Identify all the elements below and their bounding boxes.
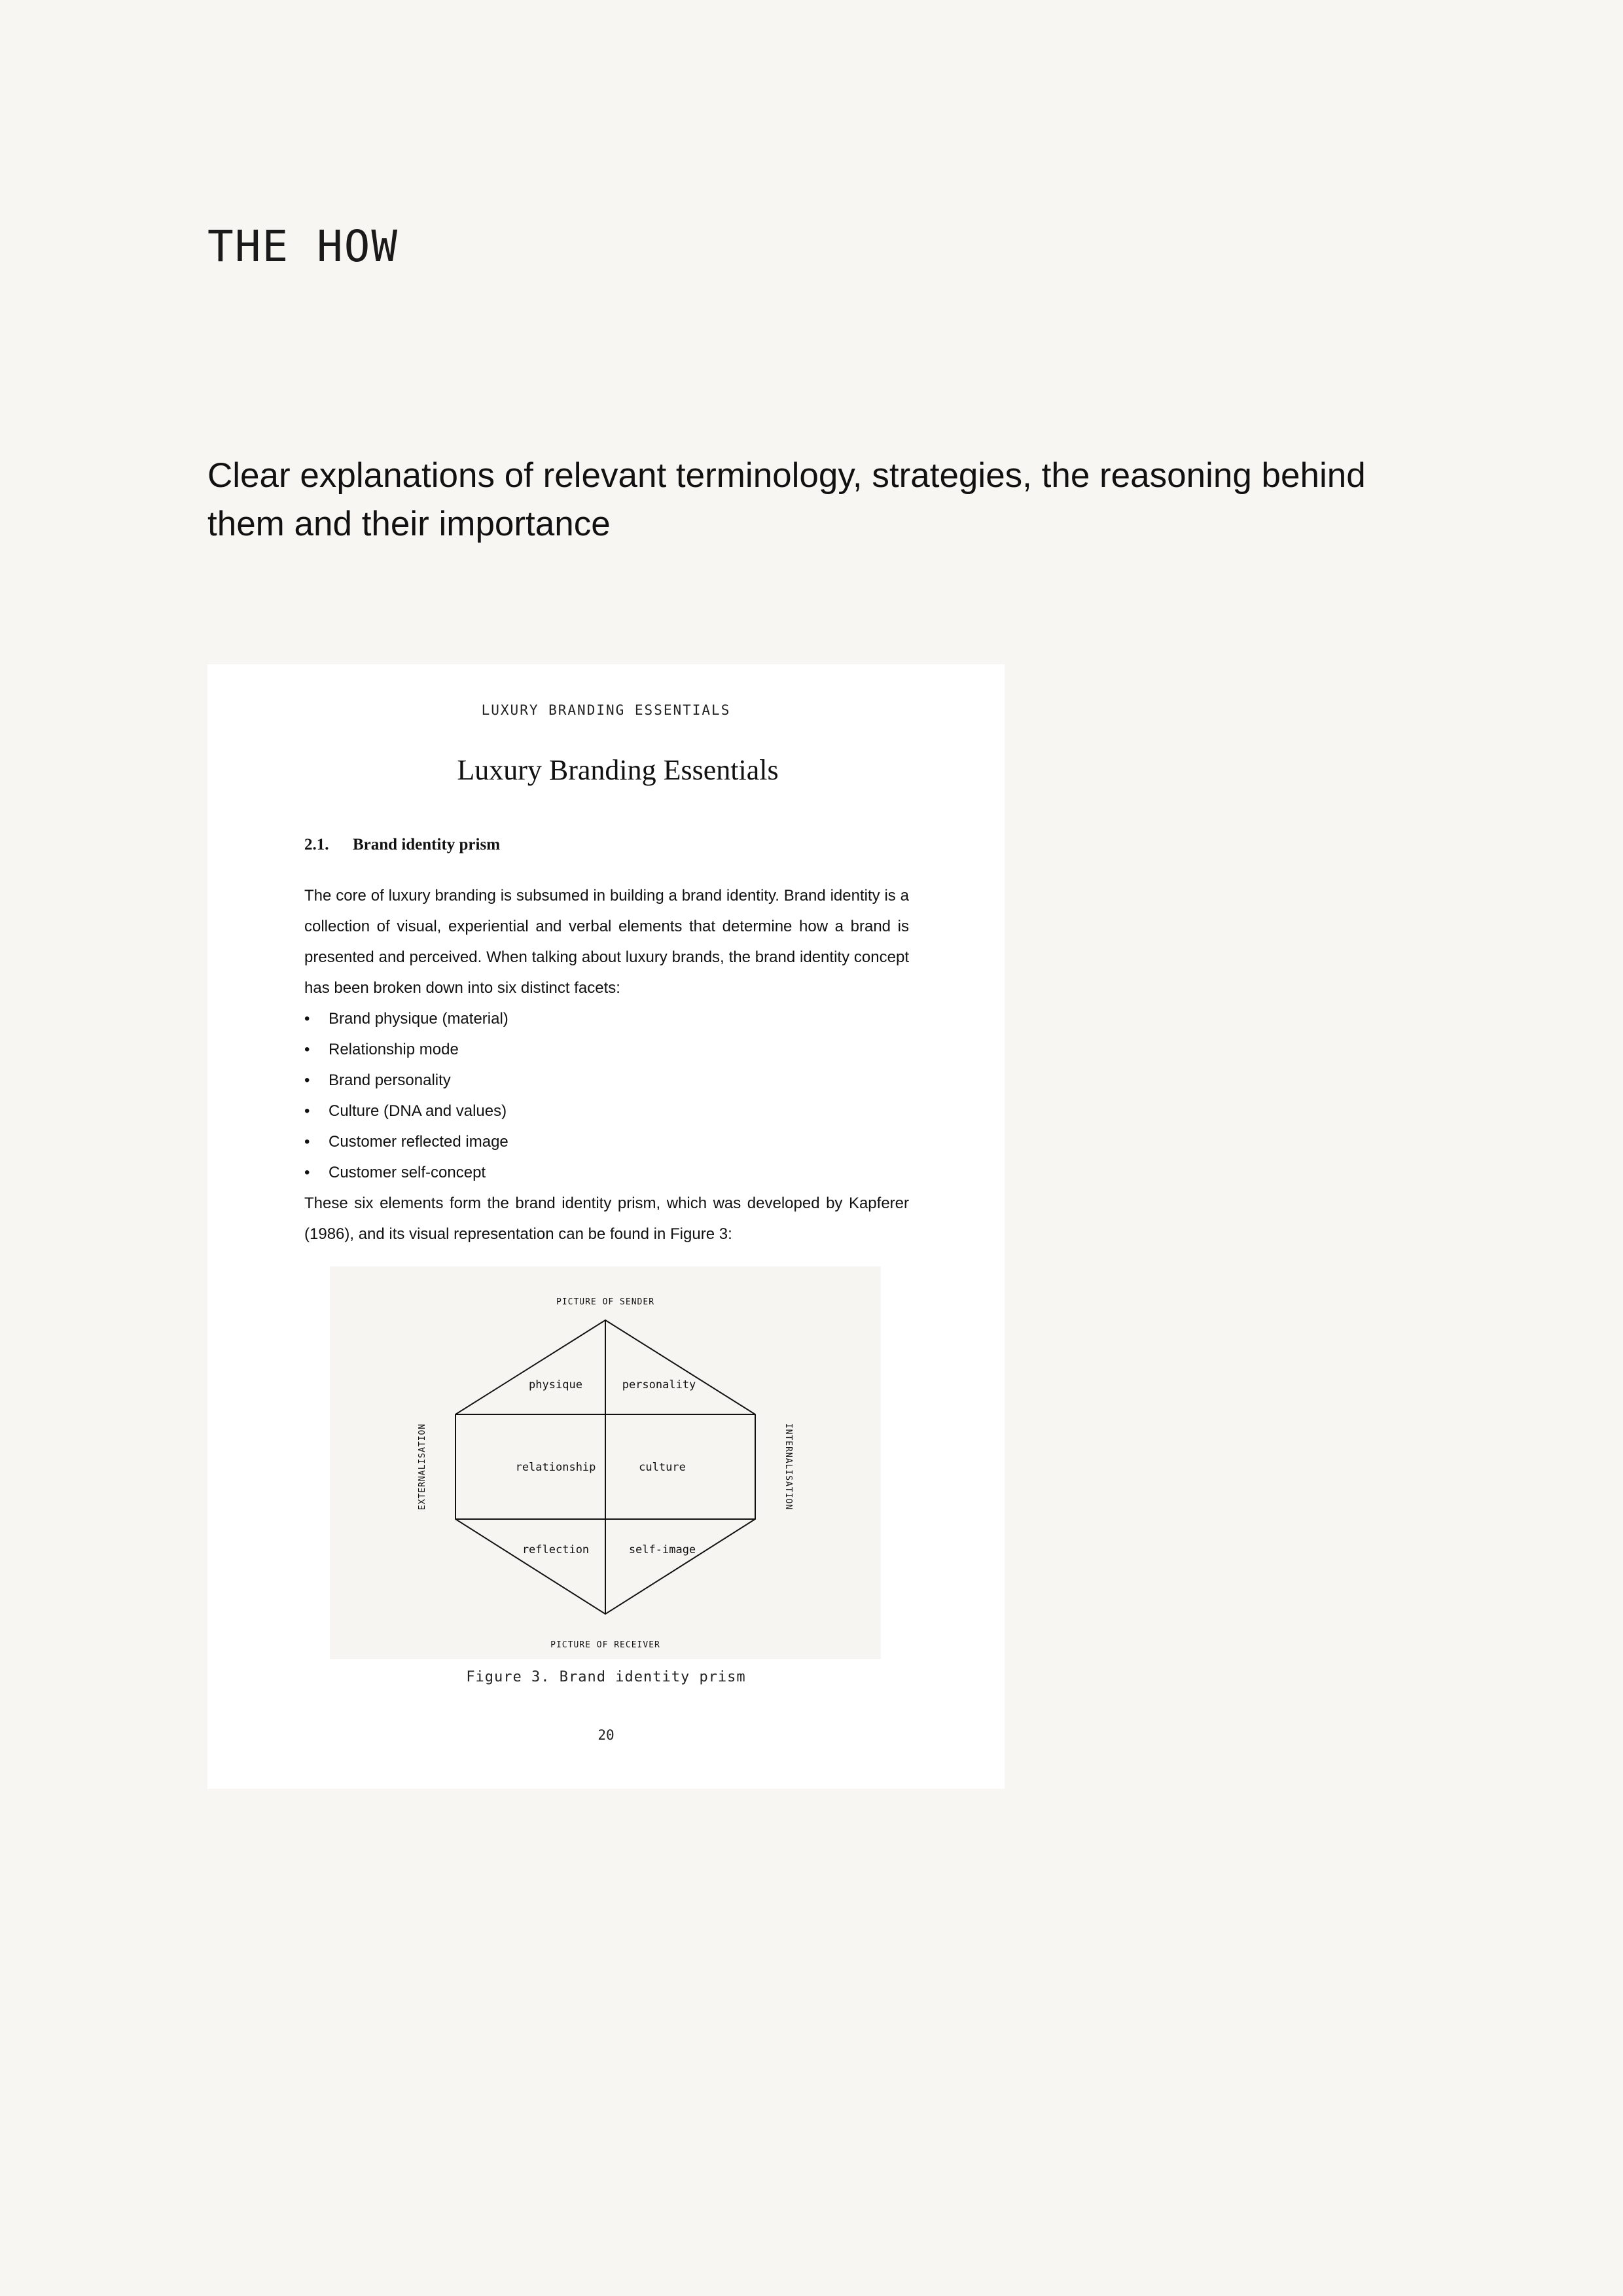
list-item: • Customer reflected image <box>304 1126 909 1157</box>
facet-list <box>304 1003 909 1188</box>
physique-cell: physique <box>529 1378 582 1391</box>
picture-of-sender-label: PICTURE OF SENDER <box>556 1297 655 1307</box>
section-number: 2.1. <box>304 836 329 853</box>
section-subheading: Clear explanations of relevant terminology, strategies, the reasoning behind them and their importance <box>207 456 1366 543</box>
bullet-marker: • <box>304 1133 310 1151</box>
brand-identity-prism-figure <box>330 1266 881 1659</box>
list-item: • Brand physique (material) <box>304 1003 909 1034</box>
section-heading <box>304 836 500 854</box>
list-item: • Relationship mode <box>304 1034 909 1065</box>
list-item: • Customer self-concept <box>304 1157 909 1188</box>
bullet-marker: • <box>304 1102 310 1120</box>
culture-cell: culture <box>639 1461 686 1474</box>
internalisation-label: INTERNALISATION <box>783 1423 793 1511</box>
bullet-marker: • <box>304 1010 310 1028</box>
bullet-marker: • <box>304 1071 310 1089</box>
picture-of-receiver-label: PICTURE OF RECEIVER <box>550 1640 660 1650</box>
prism-diagram <box>330 1266 881 1659</box>
self-image-cell: self-image <box>628 1543 696 1556</box>
intro-paragraph: The core of luxury branding is subsumed in building a brand identity. Brand identity is a collection of visual, experiential and verbal elements that determine how a brand is presented and perceived. When talking about luxury brands, the brand identity concept has been broken down into six distinct facets: <box>304 887 909 997</box>
section-title: THE HOW <box>207 221 399 272</box>
bullet-marker: • <box>304 1164 310 1181</box>
section-heading-text: Brand identity prism <box>353 836 501 853</box>
personality-cell: personality <box>622 1378 696 1391</box>
section-body <box>304 880 909 1249</box>
closing-paragraph: These six elements form the brand identity prism, which was developed by Kapferer (1986), and its visual representation can be found in Figure 3: <box>304 1194 909 1243</box>
relationship-cell: relationship <box>515 1461 596 1474</box>
list-item: • Brand personality <box>304 1065 909 1096</box>
document-page-preview <box>207 664 1005 1789</box>
bullet-marker: • <box>304 1041 310 1058</box>
list-item: • Culture (DNA and values) <box>304 1096 909 1126</box>
page-number: 20 <box>597 1727 615 1743</box>
externalisation-label: EXTERNALISATION <box>418 1423 427 1511</box>
document-title: Luxury Branding Essentials <box>457 754 779 786</box>
figure-caption: Figure 3. Brand identity prism <box>466 1669 746 1685</box>
running-header: LUXURY BRANDING ESSENTIALS <box>481 702 731 718</box>
reflection-cell: reflection <box>522 1543 590 1556</box>
